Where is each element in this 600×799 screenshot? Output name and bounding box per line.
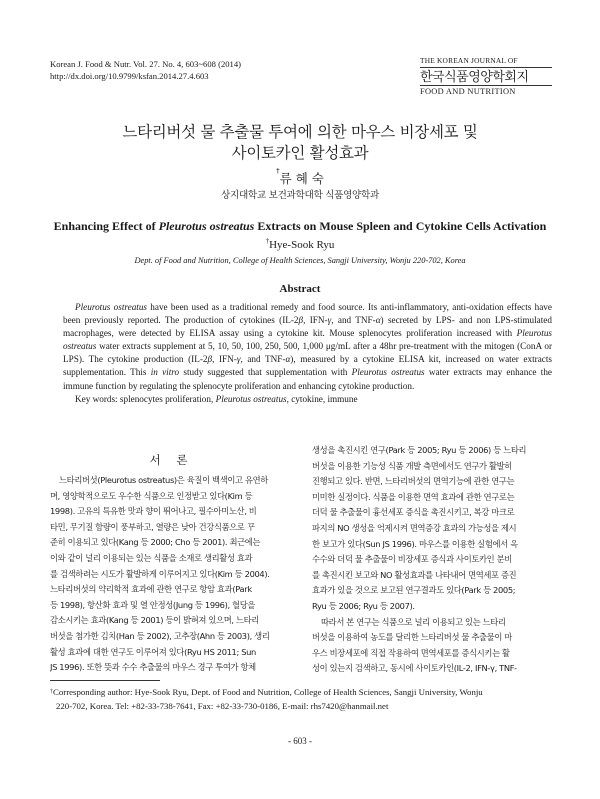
body-text-line: 며, 영양학적으로도 우수한 식품으로 인정받고 있다(Kim 등 xyxy=(50,490,253,501)
body-text-line: JS 1996). 또한 뜻과 수수 추출물의 마우스 경구 투여가 항체 xyxy=(50,662,256,673)
abstract-paragraph xyxy=(63,301,552,393)
body-text-line: 이와 같이 널리 이용되는 있는 식품을 소재로 생리활성 효과 xyxy=(50,552,253,563)
greek-alpha: α xyxy=(285,354,291,365)
greek-gamma: γ xyxy=(327,315,332,326)
affiliation-korean: 상지대학교 보건과학대학 식품영양학과 xyxy=(221,190,379,201)
body-text-line: 버섯을 이용하여 농도를 달리한 느타리버섯 물 추출물이 마 xyxy=(312,632,512,643)
body-text-line: 타민, 무기질 함량이 풍부하고, 열량은 낮아 건강식품으로 꾸 xyxy=(50,521,255,532)
greek-beta: β xyxy=(207,354,213,365)
title-english-pre: Enhancing Effect of xyxy=(53,219,159,233)
body-text-line: 미미한 실정이다. 식품을 이용한 면역 효과에 관한 연구로는 xyxy=(312,491,515,502)
species-name: Pleurotus ostreatus xyxy=(63,328,552,352)
journal-line: Korean J. Food & Nutr. Vol. 27. No. 4, 603~608 (2014) xyxy=(50,59,242,69)
brand-bottom: FOOD AND NUTRITION xyxy=(420,85,552,96)
keywords xyxy=(63,393,552,406)
body-text-line: 성이 있는지 검색하고, 동시에 사이토카인(IL-2, IFN-γ, TNF- xyxy=(312,663,517,674)
brand-korean: 한국식품영양학회지 xyxy=(420,70,529,85)
author-korean-name: 류 혜 숙 xyxy=(279,171,324,186)
species-name: Pleurotus ostreatus xyxy=(215,393,287,404)
body-text-line: 생성을 촉진시킨 연구(Park 등 2005; Ryu 등 2006) 등 느타리 xyxy=(312,445,527,455)
body-column-right xyxy=(312,443,555,677)
footnote-line-1 xyxy=(50,686,554,700)
body-text-line: 수수와 더덕 물 추출물이 비장세포 증식과 사이토카인 분비 xyxy=(312,554,512,565)
body-text-line: 1998). 고유의 특유한 맛과 향이 뛰어나고, 필수아미노산, 비 xyxy=(50,506,257,517)
dagger-mark: † xyxy=(265,237,270,245)
title-english-species: Pleurotus ostreatus xyxy=(158,219,255,233)
abstract-body xyxy=(63,301,552,406)
body-text-line: 파지의 NO 생성을 억제시켜 면역증강 효과의 가능성을 제시 xyxy=(312,522,517,533)
author-english xyxy=(0,239,600,251)
abstract-text: , and TNF- xyxy=(331,315,376,326)
author-korean xyxy=(0,169,600,187)
dagger-mark: † xyxy=(50,689,53,695)
greek-beta: β xyxy=(298,315,304,326)
footnote xyxy=(50,686,554,713)
body-text-line: Ryu 등 2006; Ryu 등 2007). xyxy=(312,600,415,611)
page-number: - 603 - xyxy=(288,736,312,746)
title-english-post: Extracts on Mouse Spleen and Cytokine Cells Activation xyxy=(254,219,547,233)
body-text-line: 진행되고 있다. 반면, 느타리버섯의 면역기능에 관한 연구는 xyxy=(312,476,515,487)
body-column-left xyxy=(50,473,293,676)
species-name: Pleurotus ostreatus xyxy=(351,367,425,378)
body-text-line: 우스 비장세포에 직접 작용하여 면역세포를 증식시키는 활 xyxy=(312,647,510,658)
body-text-line: 따라서 본 연구는 식품으로 널리 이용되고 있는 느타리 xyxy=(321,616,506,627)
affiliation-english: Dept. of Food and Nutrition, College of Health Sciences, Sangji University, Wonju 220-702, Korea xyxy=(134,256,466,265)
dagger-mark: † xyxy=(276,167,280,175)
body-text-line: 느타리버섯의 약리학적 효과에 관한 연구로 항암 효과(Park xyxy=(50,584,252,595)
body-text-line: 준히 이용되고 있다(Kang 등 2000; Cho 등 2001). 최근에는 xyxy=(50,537,261,548)
author-english-name: Hye-Sook Ryu xyxy=(269,239,335,251)
keywords-text: Key words: splenocytes proliferation, xyxy=(75,393,216,404)
abstract-text: ), measured by a cytokine ELISA kit, increased on water extracts supplementation. This xyxy=(63,354,552,378)
body-text-line: 등 1998), 항산화 효과 및 열 안정성(Jung 등 1996), 혈당을 xyxy=(50,599,256,610)
body-text-line: 효과가 있을 것으로 보고된 연구결과도 있다(Park 등 2005; xyxy=(312,585,516,596)
title-english xyxy=(30,219,570,234)
in-vitro-term: in vitro xyxy=(150,367,180,378)
abstract-text: study suggested that supplementation with xyxy=(179,367,352,378)
footnote-text: Corresponding author: Hye-Sook Ryu, Dept. of Food and Nutrition, College of Health Sciences, Sangji University, Wonju xyxy=(53,687,483,697)
greek-gamma: γ xyxy=(236,354,241,365)
abstract-text: , IFN- xyxy=(303,315,328,326)
title-korean-line-1: 느타리버섯 물 추출물 투여에 의한 마우스 비장세포 및 xyxy=(122,123,478,141)
section-heading-introduction: 서 론 xyxy=(149,453,194,467)
body-text-line: 활성 효과에 대한 연구도 이루어져 있다(Ryu HS 2011; Sun xyxy=(50,646,256,657)
footnote-divider xyxy=(50,680,160,681)
abstract-text: have been used as a traditional remedy and food source. Its anti-inflammatory, anti-oxidation effects have been previously reported. The production of cytokines (IL-2 xyxy=(63,302,552,326)
body-text-line: 버섯을 첨가한 김치(Han 등 2002), 고추장(Ahn 등 2003), 생리 xyxy=(50,630,270,641)
abstract-text: ) secreted by LPS- and non LPS-stimulated macrophages, were detected by ELISA assay using a cytokine kit. Mouse splenocytes proliferation increased with xyxy=(63,315,552,339)
title-korean-line-2: 사이토카인 활성효과 xyxy=(231,144,369,162)
greek-alpha: α xyxy=(375,315,381,326)
abstract-text: , and TNF- xyxy=(240,354,286,365)
keywords-text: , cytokine, immune xyxy=(286,393,358,404)
body-text-line: 를 검색하려는 시도가 활발하게 이루어지고 있다(Kim 등 2004). xyxy=(50,568,270,579)
body-text-line: 감소시키는 효과(Kang 등 2001) 등이 밝혀져 있으며, 느타리 xyxy=(50,615,259,626)
abstract-text: , IFN- xyxy=(212,354,237,365)
body-text-line: 를 촉진시킨 보고와 NO 활성효과를 나타내어 면역세포 증진 xyxy=(312,569,517,580)
title-korean xyxy=(0,122,600,164)
abstract-heading: Abstract xyxy=(279,283,321,295)
body-text-line: 버섯을 이용한 기능성 식품 개발 측면에서도 연구가 활발히 xyxy=(312,460,512,471)
abstract-text: water extracts may enhance the immune function by regulating the splenocyte proliferation and enhancing cytokine production. xyxy=(63,367,552,391)
brand-top: THE KOREAN JOURNAL OF xyxy=(420,56,552,68)
body-text-line: 느타리버섯(Pleurotus ostreatus)은 육질이 백색이고 유연하 xyxy=(59,475,268,485)
doi-line: http://dx.doi.org/10.9799/ksfan.2014.27.4.603 xyxy=(50,71,209,81)
journal-brand xyxy=(420,56,552,96)
species-name: Pleurotus ostreatus xyxy=(75,302,148,312)
abstract-text: water extracts supplement at 5, 10, 50, 100, 250, 500, 1,000 μg/mL after a 48hr pre-treatment with the mitogen (ConA or LPS). The cytokine production (IL-2 xyxy=(63,341,552,365)
journal-citation xyxy=(50,58,241,82)
body-text-line: 한 보고가 있다(Sun JS 1996). 마우스를 이용한 실험에서 옥 xyxy=(312,538,518,549)
footnote-line-2: 220-702, Korea. Tel: +82-33-738-7641, Fax: +82-33-730-0186, E-mail: rhs7420@hanmail.net xyxy=(56,700,389,711)
body-text-line: 더덕 물 추출물이 흉선세포 증식을 촉진시키고, 복강 마크로 xyxy=(312,507,515,518)
